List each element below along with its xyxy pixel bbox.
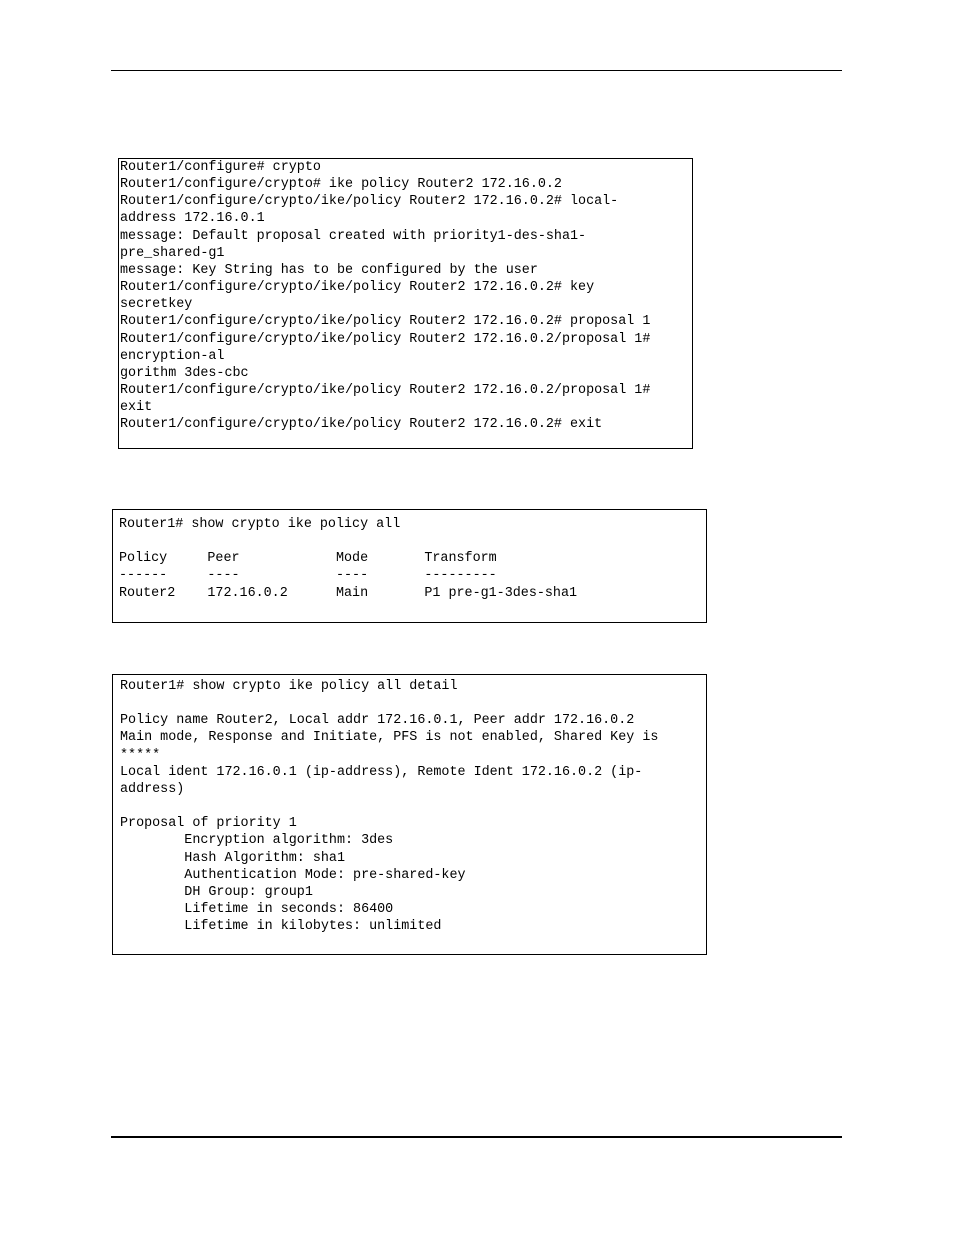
footer-rule xyxy=(111,1136,842,1138)
show-policy-codeblock xyxy=(112,509,707,623)
config-session-text: Router1/configure# crypto Router1/configure/crypto# ike policy Router2 172.16.0.2 Router1/configure/crypto/ike/policy Router2 172.16.0.2# local- address 172.16.0.1 message: Default proposal created with priority1-des-sha1- pre_shared-g1 message: Key String has to be configured by the user Router1/configure/crypto/ike/policy Router2 172.16.0.2# key secretkey Router1/configure/crypto/ike/policy Router2 172.16.0.2# proposal 1 Router1/configure/crypto/ike/policy Router2 172.16.0.2/proposal 1# encryption-al gorithm 3des-cbc Router1/configure/crypto/ike/policy Router2 172.16.0.2/proposal 1# exit Router1/configure/crypto/ike/policy Router2 172.16.0.2# exit xyxy=(120,160,651,433)
show-policy-detail-text: Router1# show crypto ike policy all detail Policy name Router2, Local addr 172.16.0.1, Peer addr 172.16.0.2 Main mode, Response and Initiate, PFS is not enabled, Shared Key is ***** Local ident 172.16.0.1 (ip-address), Remote Ident 172.16.0.2 (ip- address) Proposal of priority 1 Encryption algorithm: 3des Hash Algorithm: sha1 Authentication Mode: pre-shared-key DH Group: group1 Lifetime in seconds: 86400 Lifetime in kilobytes: unlimited xyxy=(120,679,659,935)
header-rule xyxy=(111,70,842,71)
config-session-codeblock xyxy=(118,158,693,449)
show-policy-text: Router1# show crypto ike policy all Policy Peer Mode Transform ------ ---- ---- --------- Router2 172.16.0.2 Main P1 pre-g1-3des-sha1 xyxy=(119,517,578,601)
show-policy-detail-codeblock xyxy=(112,674,707,955)
